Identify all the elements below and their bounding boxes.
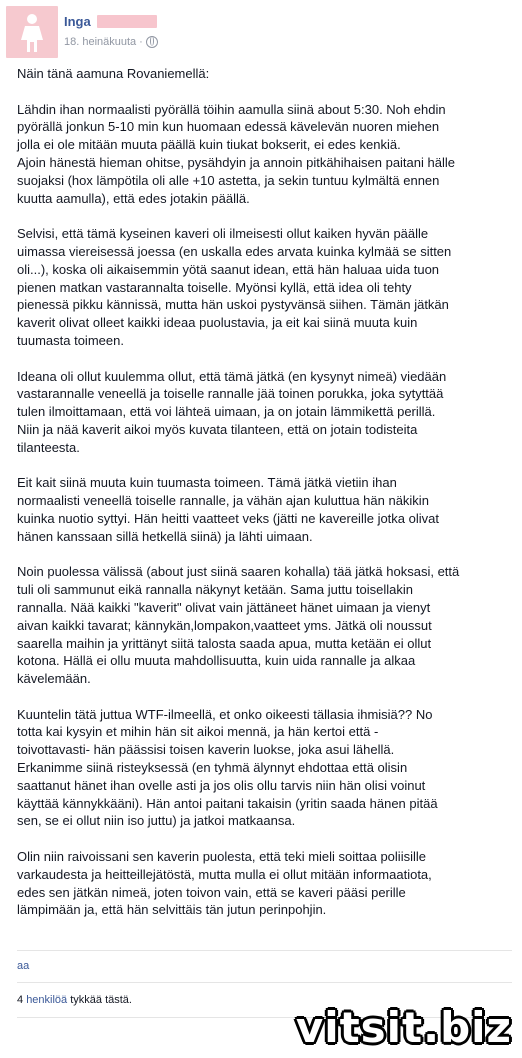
author-name[interactable]: Inga xyxy=(64,13,91,29)
post-paragraph: Ideana oli ollut kuulemma ollut, että tämä jätkä (en kysynyt nimeä) viedään vastarannalle veneellä ja toiselle rannalle jää toinen porukka, joka sytyttää tulen ilmoittamaan, että voi lähteä uimaan, ja on jotain lämmikettä perillä. Niin ja nää kaverit aikoi myös kuvata tilanteen, että on jotain todisteita tilanteesta. xyxy=(17,368,447,455)
female-silhouette-icon xyxy=(6,6,58,58)
post-paragraph: Olin niin raivoissani sen kaverin puolesta, että teki mieli soittaa poliisille varkaudesta ja heitteillejätöstä, mutta mulla ei ollut mitään informaatiota, edes sen jätkän nimeä, joten toivon vain, että se kaveri pääsi perille lämpimään ja, että hän selvittäis tän jutun perinpohjin. xyxy=(17,849,432,918)
divider xyxy=(17,982,512,983)
post-date[interactable]: 18. heinäkuuta xyxy=(64,36,137,48)
post-body xyxy=(17,65,507,937)
likes-suffix: tykkää tästä. xyxy=(67,994,132,1006)
redacted-surname xyxy=(97,15,157,28)
avatar[interactable] xyxy=(6,6,58,58)
post-paragraph: Lähdin ihan normaalisti pyörällä töihin aamulla siinä about 5:30. Noh ehdin pyörällä jonkun 5-10 min kun huomaan edessä kävelevän nuoren miehen jolla ei ole mitään muuta päällä kuin tiukat bokserit, ei edes kenkiä. Ajoin hänestä hieman ohitse, pysähdyin ja annoin pitkähihaisen paitani hälle suojaksi (hox lämpötila oli alle +10 astetta, ja sekin tuntuu kylmältä ennen kuutta aamulla), että edes jotakin päällä. xyxy=(17,101,455,206)
likes-people-link[interactable]: henkilöä xyxy=(26,994,68,1006)
divider xyxy=(17,950,512,951)
watermark: vitsit.biz xyxy=(295,1003,512,1052)
post-meta: 18. heinäkuuta · xyxy=(64,36,158,48)
post-paragraph: Eit kait siinä muuta kuin tuumasta toimeen. Tämä jätkä vietiin ihan normaalisti veneellä toiselle rannalle, ja vähän ajan kuluttua hän näkikin kuinka nuotio syttyi. Hän heitti vaatteet veks (jätti ne kavereille jotka olivat hänen kanssaan sillä hetkellä siinä) ja lähti uimaan. xyxy=(17,475,439,544)
like-link[interactable]: aa xyxy=(17,960,30,972)
likes-count: 4 xyxy=(17,994,24,1006)
post-paragraph: Kuuntelin tätä juttua WTF-ilmeellä, et onko oikeesti tällasia ihmisiä?? No totta kai kysyin et mihin hän sit aikoi mennä, ja hän kertoi että - toivottavasti- hän päässisi toisen kaverin luokse, joka asui lähellä. Erkanimme siinä risteyksessä (en tyhmä älynnyt ehdottaa että olisin saattanut hänet ihan ovelle asti ja jos olis ollu tarvis niin hän olisi voinut käyttää kännykkääni). Hän antoi paitani takaisin (yritin saada hänen pitää sen, se ei ollut niin iso juttu) ja jatkoi matkaansa. xyxy=(17,706,438,829)
post-paragraph: Noin puolessa välissä (about just siinä saaren kohalla) tää jätkä hoksasi, että tuli oli sammunut eikä rannalla näkynyt ketään. Sama juttu toisellakin rannalla. Nää kaikki "kaverit" olivat vain jättäneet hänet uimaan ja vienyt aivan kaikki tavarat; kännykän,lompakon,vaatteet yms. Jätkä oli noussut saarella maihin ja yrittänyt siitä talosta saada apua, mutta ketään ei ollut kotona. Hällä ei ollu muuta mahdollisuutta, kuin uida rannalle ja alkaa kävelemään. xyxy=(17,564,460,687)
likes-summary xyxy=(17,994,132,1006)
post-paragraph: Näin tänä aamuna Rovaniemellä: xyxy=(17,66,210,81)
globe-icon[interactable] xyxy=(146,36,158,48)
post-paragraph: Selvisi, että tämä kyseinen kaveri oli ilmeisesti ollut kaiken hyvän päälle uimassa viereisessä joessa (en uskalla edes arvata kuinka kylmää se sitten oli...), koska oli aikaisemmin yötä saanut idean, että hän haluaa uida tuon pienen matkan vastarannalta toiselle. Myönsi kyllä, että idea oli tehty pienessä pikku kännissä, mutta hän uskoi pystyvänsä siihen. Tämän jätkän kaverit olivat olleet kaikki ideaa puolustavia, ja eit kai siinä muuta kuin tuumasta toimeen. xyxy=(17,226,452,348)
